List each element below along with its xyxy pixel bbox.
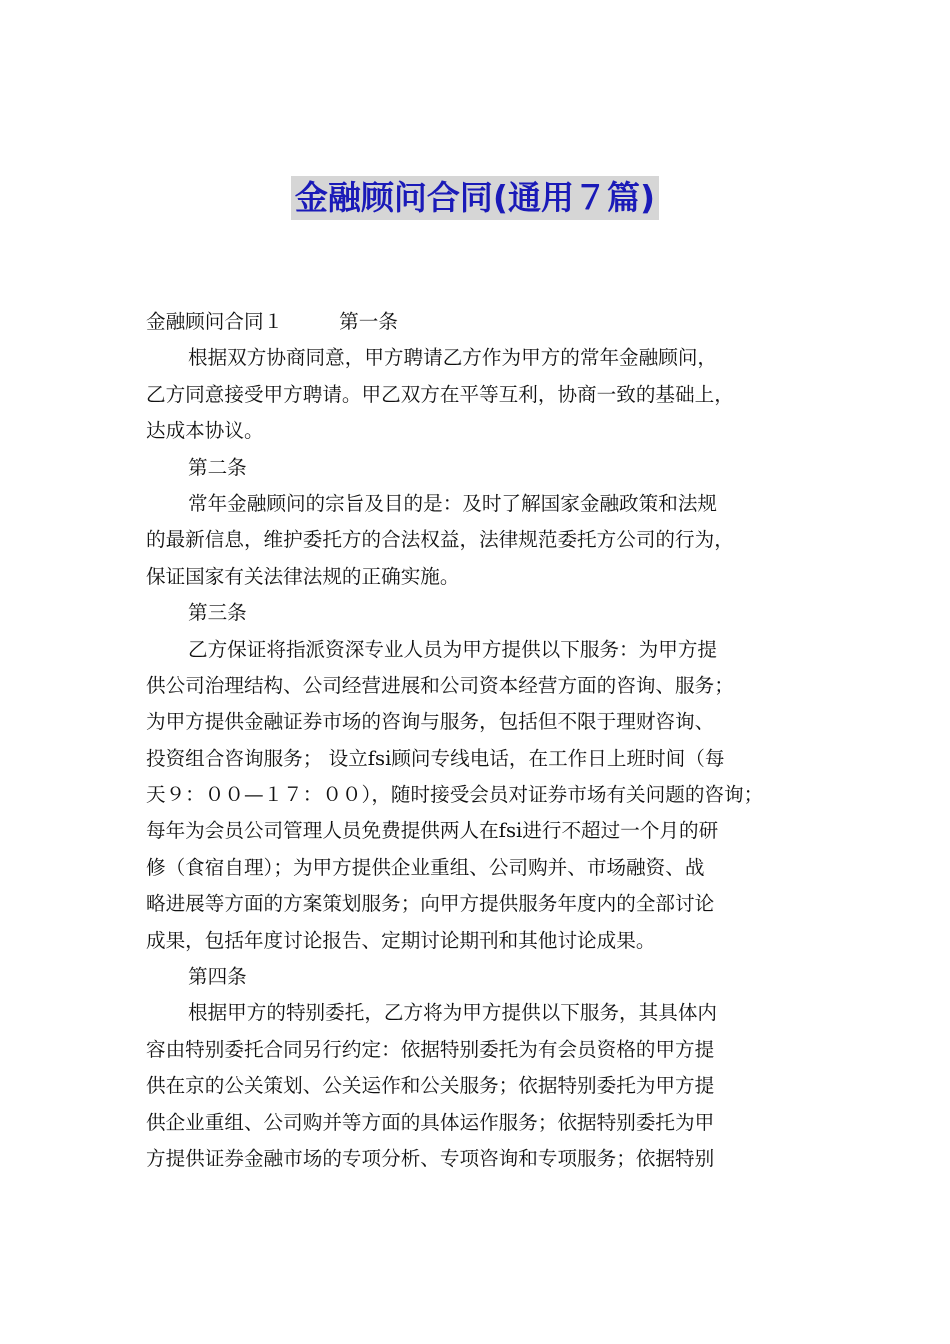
paragraph-line: 投资组合咨询服务； 设立fsi顾问专线电话，在工作日上班时间（每 xyxy=(146,746,725,770)
paragraph-line: 根据甲方的特别委托，乙方将为甲方提供以下服务，其具体内 xyxy=(188,1001,718,1025)
paragraph-line: 常年金融顾问的宗旨及目的是：及时了解国家金融政策和法规 xyxy=(188,491,718,515)
paragraph-line: 略进展等方面的方案策划服务；向甲方提供服务年度内的全部讨论 xyxy=(146,892,715,916)
paragraph-line: 为甲方提供金融证券市场的咨询与服务，包括但不限于理财咨询、 xyxy=(146,710,715,734)
paragraph-line: 乙方同意接受甲方聘请。甲乙双方在平等互利，协商一致的基础上， xyxy=(146,382,734,406)
paragraph-line: 达成本协议。 xyxy=(146,419,264,443)
paragraph-line: 保证国家有关法律法规的正确实施。 xyxy=(146,564,460,588)
article-heading: 第一条 xyxy=(339,310,398,333)
article-heading: 第二条 xyxy=(188,455,247,479)
document-title: 金融顾问合同(通用７篇) xyxy=(291,176,659,220)
article-heading: 第三条 xyxy=(188,601,247,625)
paragraph-line: 天９：００—１７：００），随时接受会员对证券市场有关问题的咨询； xyxy=(146,783,764,807)
paragraph-line: 每年为会员公司管理人员免费提供两人在fsi进行不超过一个月的研 xyxy=(146,819,719,843)
paragraph-line: 成果，包括年度讨论报告、定期讨论期刊和其他讨论成果。 xyxy=(146,928,656,952)
heading-line xyxy=(146,304,822,340)
document-body xyxy=(146,304,822,1177)
article-heading: 第四条 xyxy=(188,965,247,989)
paragraph-line: 乙方保证将指派资深专业人员为甲方提供以下服务：为甲方提 xyxy=(188,637,718,661)
paragraph-line: 供公司治理结构、公司经营进展和公司资本经营方面的咨询、服务； xyxy=(146,673,734,697)
paragraph-line: 供企业重组、公司购并等方面的具体运作服务；依据特别委托为甲 xyxy=(146,1110,715,1134)
contract-heading: 金融顾问合同１ xyxy=(146,310,284,333)
paragraph-line: 供在京的公关策划、公关运作和公关服务；依据特别委托为甲方提 xyxy=(146,1074,715,1098)
paragraph-line: 方提供证券金融市场的专项分析、专项咨询和专项服务；依据特别 xyxy=(146,1146,715,1170)
paragraph-line: 容由特别委托合同另行约定：依据特别委托为有会员资格的甲方提 xyxy=(146,1037,715,1061)
paragraph-line: 的最新信息，维护委托方的合法权益，法律规范委托方公司的行为， xyxy=(146,528,734,552)
paragraph-line: 根据双方协商同意，甲方聘请乙方作为甲方的常年金融顾问， xyxy=(188,346,718,370)
title-container xyxy=(0,176,950,220)
paragraph-line: 修（食宿自理）；为甲方提供企业重组、公司购并、市场融资、战 xyxy=(146,855,705,879)
